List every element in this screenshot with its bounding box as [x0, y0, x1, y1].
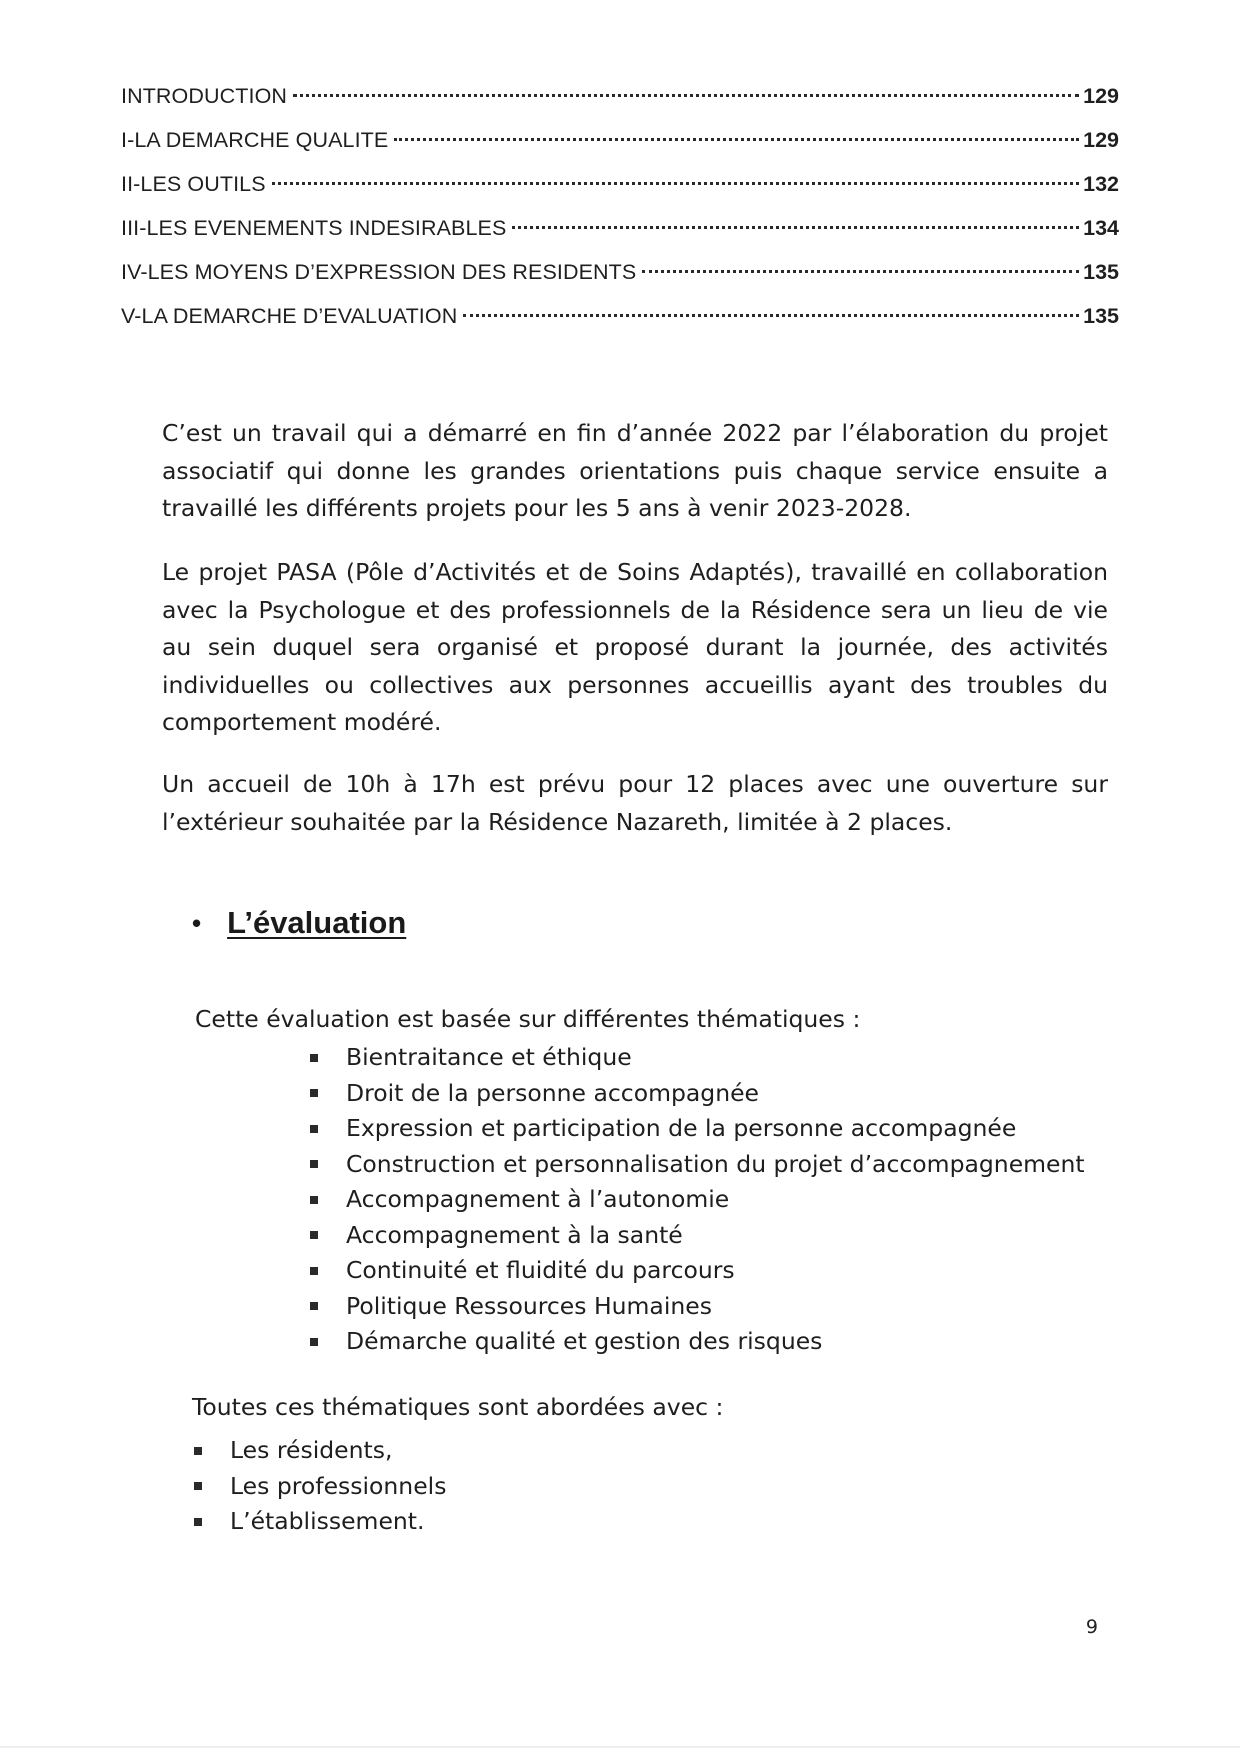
list-item [310, 1040, 1085, 1076]
list-item-text: Accompagnement à l’autonomie [346, 1185, 730, 1213]
list-item [194, 1504, 446, 1540]
list-item-text: Les résidents, [230, 1436, 393, 1464]
list-item [310, 1289, 1085, 1325]
stakeholders-list [194, 1433, 446, 1540]
list-item [310, 1324, 1085, 1360]
list-item-text: Bientraitance et éthique [346, 1043, 632, 1071]
toc-entry[interactable] [121, 206, 1119, 250]
toc-leader-dots [463, 314, 1079, 317]
list-item-text: Politique Ressources Humaines [346, 1291, 712, 1320]
paragraph-projet-pasa: Le projet PASA (Pôle d’Activités et de Soins Adaptés), travaillé en collaboration avec la Psychologue et des professionnels de la Résidence sera un lieu de vie au sein duquel sera organisé et proposé durant la journée, des activités individuelles ou collectives aux personnes accueillis ayant des troubles du comportement modéré. [162, 558, 1108, 736]
toc-entry-title: INTRODUCTION [121, 84, 288, 108]
list-item-text: Droit de la personne accompagnée [346, 1078, 760, 1107]
list-item-text: Accompagnement à la santé [346, 1220, 683, 1249]
list-item [310, 1111, 1085, 1147]
square-bullet-icon [310, 1338, 318, 1346]
toc-entry[interactable] [121, 118, 1119, 162]
toc-entry-title: I-LA DEMARCHE QUALITE [121, 128, 389, 152]
list-item [194, 1433, 446, 1469]
toc-entry[interactable] [121, 250, 1119, 294]
list-item [310, 1076, 1085, 1112]
list-item-text: Les professionnels [230, 1471, 447, 1500]
coverage-intro: Toutes ces thématiques sont abordées avec : [192, 1393, 724, 1421]
paragraph-projet-associatif: C’est un travail qui a démarré en fin d’année 2022 par l’élaboration du projet associatif qui donne les grandes orientations puis chaque service ensuite a travaillé les différents projets pour les 5 ans à venir 2023-2028. [162, 419, 1108, 522]
toc-entry-title: III-LES EVENEMENTS INDESIRABLES [121, 216, 507, 240]
toc-leader-dots [642, 270, 1079, 273]
toc-entry-page: 132 [1083, 172, 1119, 196]
toc-entry-page: 135 [1083, 260, 1119, 284]
toc-entry-title: IV-LES MOYENS D’EXPRESSION DES RESIDENTS [121, 260, 637, 284]
list-item-text: L’établissement. [230, 1507, 425, 1535]
scan-edge-divider [0, 1746, 1240, 1748]
toc-leader-dots [512, 226, 1079, 229]
themes-list [310, 1040, 1085, 1360]
square-bullet-icon [310, 1302, 318, 1310]
toc-entry-page: 134 [1083, 216, 1119, 240]
evaluation-intro: Cette évaluation est basée sur différentes thématiques : [195, 1005, 861, 1033]
toc-entry-page: 135 [1083, 304, 1119, 328]
section-title: L’évaluation [227, 905, 407, 940]
toc-entry-title: II-LES OUTILS [121, 172, 266, 196]
toc-leader-dots [394, 138, 1079, 141]
square-bullet-icon [310, 1125, 318, 1133]
square-bullet-icon [310, 1196, 318, 1204]
paragraph-accueil: Un accueil de 10h à 17h est prévu pour 12 places avec une ouverture sur l’extérieur souhaitée par la Résidence Nazareth, limitée à 2 places. [162, 770, 1108, 836]
list-item-text: Démarche qualité et gestion des risques [346, 1327, 823, 1355]
list-item [194, 1469, 446, 1505]
toc-entry[interactable] [121, 74, 1119, 118]
toc-entry[interactable] [121, 162, 1119, 206]
toc-entry[interactable] [121, 294, 1119, 338]
list-item-text: Expression et participation de la personne accompagnée [346, 1114, 1017, 1142]
section-heading-evaluation [192, 905, 406, 941]
toc-entry-page: 129 [1083, 128, 1119, 152]
toc-entry-page: 129 [1083, 84, 1119, 108]
square-bullet-icon [310, 1267, 318, 1275]
list-item-text: Construction et personnalisation du projet d’accompagnement [346, 1149, 1085, 1178]
list-item [310, 1253, 1085, 1289]
list-item-text: Continuité et fluidité du parcours [346, 1256, 735, 1284]
bullet-icon: • [192, 908, 202, 938]
list-item [310, 1147, 1085, 1183]
square-bullet-icon [310, 1089, 318, 1097]
table-of-contents [121, 74, 1119, 338]
page-number: 9 [1085, 1616, 1098, 1638]
toc-entry-title: V-LA DEMARCHE D’EVALUATION [121, 304, 458, 328]
square-bullet-icon [194, 1482, 202, 1490]
list-item [310, 1218, 1085, 1254]
toc-leader-dots [272, 182, 1079, 185]
square-bullet-icon [310, 1160, 318, 1168]
square-bullet-icon [310, 1054, 318, 1062]
square-bullet-icon [194, 1518, 202, 1526]
toc-leader-dots [293, 94, 1079, 97]
square-bullet-icon [194, 1447, 202, 1455]
square-bullet-icon [310, 1231, 318, 1239]
list-item [310, 1182, 1085, 1218]
